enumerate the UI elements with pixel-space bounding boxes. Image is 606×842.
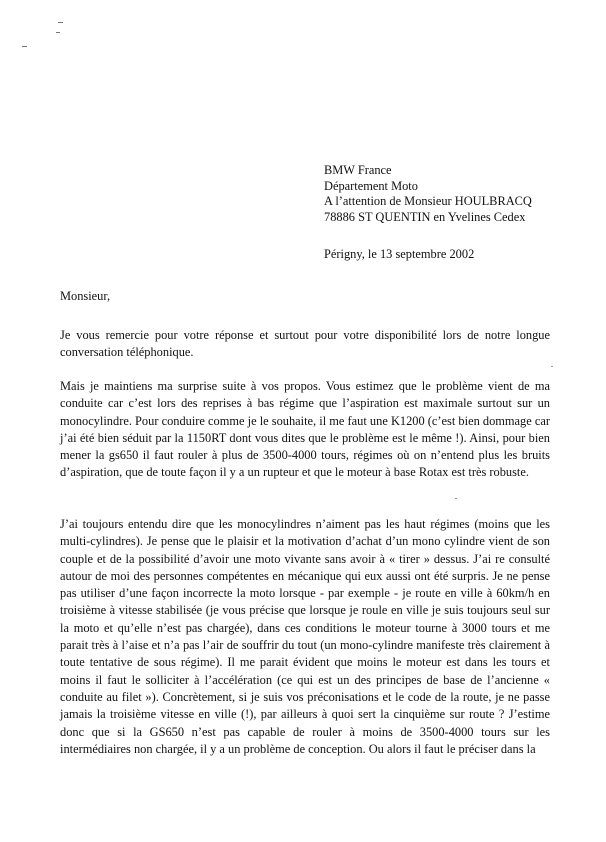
address-line: 78886 ST QUENTIN en Yvelines Cedex xyxy=(324,209,526,224)
scan-speck xyxy=(56,32,60,33)
address-line: Département Moto xyxy=(324,178,418,193)
scan-speck xyxy=(22,46,27,47)
address-line: BMW France xyxy=(324,163,392,177)
scan-speck xyxy=(551,366,553,367)
scan-speck xyxy=(455,498,457,499)
body-paragraph: Je vous remercie pour votre réponse et surtout pour votre disponibilité lors de notre longue conversation téléphonique. xyxy=(60,328,550,360)
body-paragraph: J’ai toujours entendu dire que les monocylindres n’aiment pas les haut régimes (moins que les multi-cylindres). Je pense que le plaisir et la motivation d’achat d’un mono cylindre vient de son couple et de la possibilité d’avoir une moto vivante sans avoir à « tirer » dessus. J’ai re consulté autour de moi des personnes compétentes en mécanique qui eux aussi ont été surpris. Je ne pense pas utiliser d’une façon incorrecte la moto lorsque - par exemple - je route en ville à 60km/h en troisième à vitesse stabilisée (je vous précise que lorsque je roule en ville je suis toujours seul sur la moto et qu’elle n’est pas chargée), dans ces conditions le moteur tourne à 3000 tours et me parait très à l’aise et n’a pas l’air de souffrir du tout (un mono-cylindre manifeste très clairement à toute tentative de sous régime). Il me parait évident que moins le moteur est dans les tours et moins il faut le solliciter à l’accélération (ce qui est un des principes de base de l’ancienne « conduite au filet »). Concrètement, si je suis vos préconisations et le code de la route, je ne passe jamais la troisième vitesse en ville (!), par ailleurs à quoi sert la cinquième sur route ? J’estime donc que si la GS650 n’est pas capable de rouler à moins de 3500-4000 tours sur les intermédiaires non chargée, il y a un problème de conception. Ou alors il faut le préciser dans la xyxy=(60,517,550,756)
recipient-address-block xyxy=(324,163,532,225)
date-line: Périgny, le 13 septembre 2002 xyxy=(324,247,475,261)
body-paragraph: Mais je maintiens ma surprise suite à vos propos. Vous estimez que le problème vient de ma conduite car c’est lors des reprises à bas régime que l’aspiration est maximale surtout sur un monocylindre. Pour conduire comme je le souhaite, il me faut une K1200 (c’est bien dommage car j’ai été bien séduit par la 1150RT dont vous dites que le problème est le même !). Ainsi, pour bien mener la gs650 il faut rouler à plus de 3500-4000 tours, régimes où on n’entend plus les bruits d’aspiration, que de toute façon il y a un rupteur et que le moteur à base Rotax est très robuste. xyxy=(60,379,550,480)
scan-specks xyxy=(20,18,80,58)
address-line: A l’attention de Monsieur HOULBRACQ xyxy=(324,194,532,209)
scan-speck xyxy=(58,22,63,23)
salutation: Monsieur, xyxy=(60,289,111,303)
